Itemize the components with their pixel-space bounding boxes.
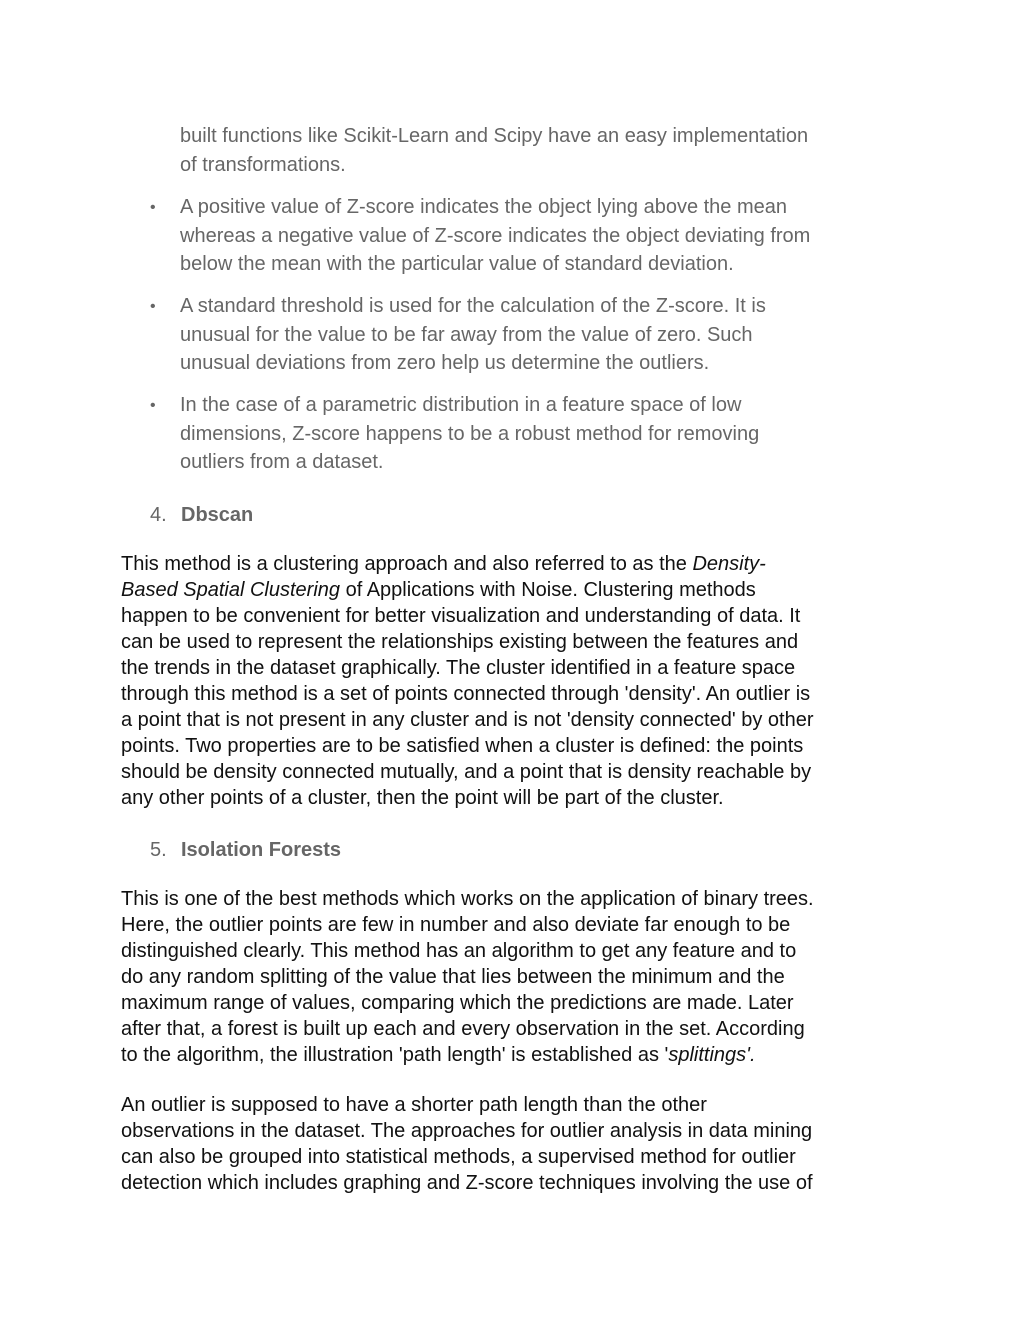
italic-text: splittings'.: [668, 1044, 756, 1066]
bullet-item: [180, 193, 910, 279]
bullet-item: [180, 292, 910, 378]
text-line: of transformations.: [180, 153, 346, 176]
paragraph: [121, 886, 911, 1068]
text-line: unusual deviations from zero help us determine the outliers.: [180, 352, 710, 374]
text-line: A standard threshold is used for the calculation of the Z-score. It is: [180, 295, 766, 317]
text-line: dimensions, Z-score happens to be a robust method for removing: [180, 422, 760, 445]
text-line: Here, the outlier points are few in number and also deviate far enough to be: [121, 914, 791, 936]
text-line: any other points of a cluster, then the point will be part of the cluster.: [121, 787, 724, 809]
text-line: maximum range of values, comparing which the predictions are made. Later: [121, 992, 794, 1014]
paragraph: [121, 551, 911, 811]
section-heading: Dbscan: [181, 504, 254, 526]
text-line: points. Two properties are to be satisfied when a cluster is defined: the points: [121, 735, 804, 757]
text-run: This method is a clustering approach and also referred to as the: [121, 553, 693, 575]
text-line: observations in the dataset. The approaches for outlier analysis in data mining: [121, 1120, 813, 1142]
section-heading: Isolation Forests: [181, 839, 342, 861]
text-line: after that, a forest is built up each and every observation in the set. According: [121, 1018, 805, 1040]
text-line: can be used to represent the relationships existing between the features and: [121, 631, 799, 653]
bullet-item: [180, 391, 910, 477]
text-line: [121, 551, 911, 577]
section-number: 5.: [150, 839, 167, 861]
section-number: 4.: [150, 504, 167, 526]
text-line: happen to be convenient for better visualization and understanding of data. It: [121, 605, 801, 627]
italic-text: Density-: [692, 553, 766, 575]
italic-text: Based Spatial Clustering: [121, 579, 341, 601]
bullet-continuation: [180, 122, 910, 179]
text-line: should be density connected mutually, and a point that is density reachable by: [121, 761, 812, 783]
text-line: the trends in the dataset graphically. The cluster identified in a feature space: [121, 657, 796, 679]
text-line: outliers from a dataset.: [180, 451, 384, 473]
bullet-icon: •: [150, 199, 156, 216]
bullet-icon: •: [150, 298, 156, 315]
text-line: detection which includes graphing and Z-score techniques involving the use of: [121, 1172, 813, 1194]
text-line: whereas a negative value of Z-score indicates the object deviating from: [180, 224, 811, 247]
text-line: built functions like Scikit-Learn and Scipy have an easy implementation: [180, 125, 809, 147]
text-line: unusual for the value to be far away from the value of zero. Such: [180, 323, 753, 346]
text-line: can also be grouped into statistical methods, a supervised method for outlier: [121, 1146, 796, 1168]
text-line: A positive value of Z-score indicates the object lying above the mean: [180, 196, 788, 218]
text-line: below the mean with the particular value of standard deviation.: [180, 253, 734, 275]
bullet-icon: •: [150, 397, 156, 414]
text-line: distinguished clearly. This method has an algorithm to get any feature and to: [121, 940, 797, 962]
text-line: [121, 577, 911, 603]
paragraph: [121, 1092, 911, 1196]
text-run: of Applications with Noise. Clustering methods: [340, 579, 756, 601]
text-line: In the case of a parametric distribution in a feature space of low: [180, 394, 742, 416]
text-line: [121, 1042, 911, 1068]
text-line: do any random splitting of the value that lies between the minimum and the: [121, 966, 785, 988]
text-line: An outlier is supposed to have a shorter path length than the other: [121, 1094, 707, 1116]
text-run: to the algorithm, the illustration 'path length' is established as ': [121, 1044, 669, 1066]
text-line: This is one of the best methods which works on the application of binary trees.: [121, 888, 814, 910]
text-line: through this method is a set of points connected through 'density'. An outlier is: [121, 683, 811, 705]
text-line: a point that is not present in any cluster and is not 'density connected' by other: [121, 709, 814, 731]
